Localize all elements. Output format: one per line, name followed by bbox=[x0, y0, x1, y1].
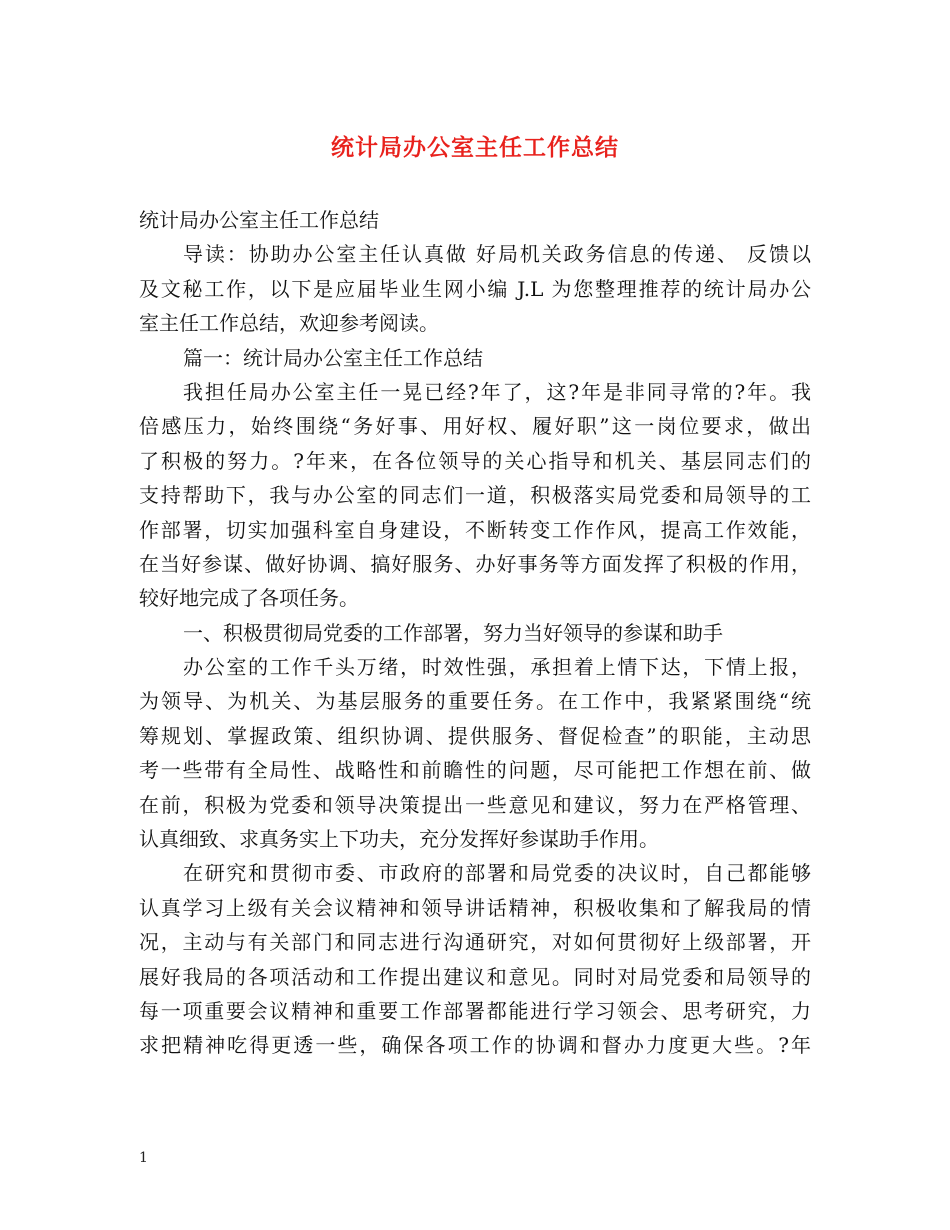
text-line: 认真细致、求真务实上下功夫，充分发挥好参谋助手作用。 bbox=[139, 827, 659, 852]
page-number: 1 bbox=[139, 1150, 148, 1166]
text-line: 求把精神吃得更透一些，确保各项工作的协调和督办力度更大些。?年 bbox=[139, 1033, 811, 1058]
text-line: 展好我局的各项活动和工作提出建议和意见。同时对局党委和局领导的 bbox=[139, 964, 811, 989]
text-line: 办公室的工作千头万绪，时效性强，承担着上情下达，下情上报， bbox=[183, 655, 811, 680]
text-line: 及文秘工作，以下是应届毕业生网小编 J.L 为您整理推荐的统计局办公 bbox=[139, 276, 811, 301]
text-line: 室主任工作总结，欢迎参考阅读。 bbox=[139, 311, 439, 336]
text-line: 在当好参谋、做好协调、搞好服务、办好事务等方面发挥了积极的作用， bbox=[139, 551, 811, 576]
text-line: 在研究和贯彻市委、市政府的部署和局党委的决议时，自己都能够 bbox=[183, 861, 811, 886]
text-line: 了积极的努力。?年来，在各位领导的关心指导和机关、基层同志们的 bbox=[139, 448, 811, 473]
text-line: 较好地完成了各项任务。 bbox=[139, 586, 359, 611]
text-line: 认真学习上级有关会议精神和领导讲话精神，积极收集和了解我局的情 bbox=[139, 895, 811, 920]
document-body bbox=[139, 203, 811, 1063]
text-line: 支持帮助下，我与办公室的同志们一道，积极落实局党委和局领导的工 bbox=[139, 483, 811, 508]
document-title: 统计局办公室主任工作总结 bbox=[331, 135, 619, 161]
text-line: 我担任局办公室主任一晃已经?年了，这?年是非同寻常的?年。我 bbox=[183, 379, 811, 404]
text-line: 为领导、为机关、为基层服务的重要任务。在工作中，我紧紧围绕“统 bbox=[139, 689, 811, 714]
text-line: 况，主动与有关部门和同志进行沟通研究，对如何贯彻好上级部署，开 bbox=[139, 930, 811, 955]
text-line: 筹规划、掌握政策、组织协调、提供服务、督促检查”的职能，主动思 bbox=[139, 723, 811, 748]
text-line: 作部署，切实加强科室自身建设，不断转变工作作风，提高工作效能， bbox=[139, 517, 811, 542]
text-line: 统计局办公室主任工作总结 bbox=[139, 208, 379, 232]
text-line: 一、积极贯彻局党委的工作部署，努力当好领导的参谋和助手 bbox=[183, 620, 723, 645]
text-line: 在前，积极为党委和领导决策提出一些意见和建议，努力在严格管理、 bbox=[139, 792, 811, 817]
text-line: 倍感压力，始终围绕“务好事、用好权、履好职”这一岗位要求，做出 bbox=[139, 414, 811, 439]
text-line: 篇一：统计局办公室主任工作总结 bbox=[183, 345, 483, 370]
text-line: 导读：协助办公室主任认真做 好局机关政务信息的传递、 反馈以 bbox=[183, 242, 811, 267]
text-line: 考一些带有全局性、战略性和前瞻性的问题，尽可能把工作想在前、做 bbox=[139, 758, 811, 783]
text-line: 每一项重要会议精神和重要工作部署都能进行学习领会、思考研究，力 bbox=[139, 998, 811, 1023]
